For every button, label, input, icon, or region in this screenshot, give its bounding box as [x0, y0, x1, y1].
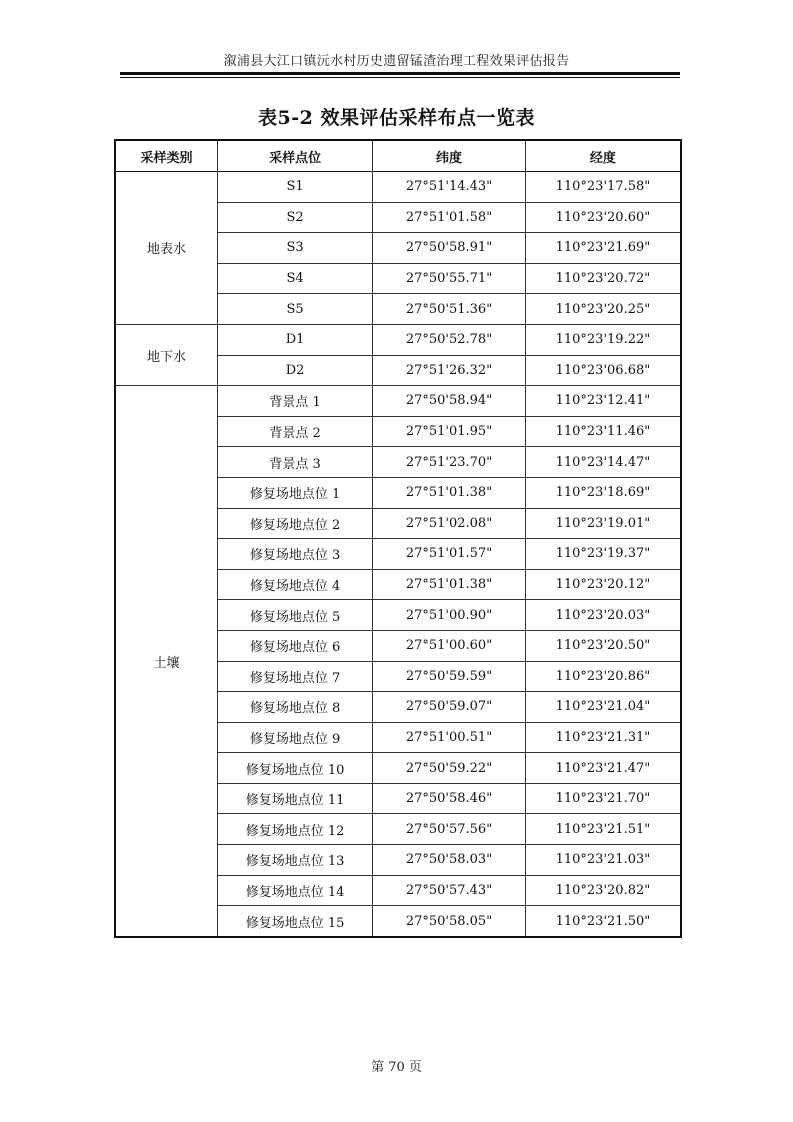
point-cell: 修复场地点位 15 — [217, 906, 372, 937]
point-cell: D1 — [217, 324, 372, 355]
longitude-cell: 110°23'21.31" — [525, 722, 681, 753]
point-cell: 背景点 2 — [217, 416, 372, 447]
longitude-cell: 110°23'19.22" — [525, 324, 681, 355]
point-cell: 修复场地点位 5 — [217, 600, 372, 631]
column-header-category: 采样类别 — [115, 140, 217, 172]
latitude-cell: 27°50'58.05" — [373, 906, 526, 937]
longitude-cell: 110°23'19.01" — [525, 508, 681, 539]
longitude-cell: 110°23'20.82" — [525, 875, 681, 906]
column-header-point: 采样点位 — [217, 140, 372, 172]
latitude-cell: 27°50'58.03" — [373, 845, 526, 876]
longitude-cell: 110°23'11.46" — [525, 416, 681, 447]
category-cell: 地下水 — [115, 324, 217, 385]
table-row — [115, 172, 681, 203]
latitude-cell: 27°50'57.43" — [373, 875, 526, 906]
latitude-cell: 27°51'23.70" — [373, 447, 526, 478]
longitude-cell: 110°23'19.37" — [525, 539, 681, 570]
longitude-cell: 110°23'18.69" — [525, 477, 681, 508]
point-cell: 修复场地点位 8 — [217, 692, 372, 723]
point-cell: 背景点 1 — [217, 386, 372, 417]
header-rule — [120, 72, 680, 75]
column-header-longitude: 经度 — [525, 140, 681, 172]
longitude-cell: 110°23'06.68" — [525, 355, 681, 386]
longitude-cell: 110°23'12.41" — [525, 386, 681, 417]
latitude-cell: 27°51'00.51" — [373, 722, 526, 753]
latitude-cell: 27°51'01.38" — [373, 569, 526, 600]
point-cell: 背景点 3 — [217, 447, 372, 478]
longitude-cell: 110°23'14.47" — [525, 447, 681, 478]
point-cell: 修复场地点位 3 — [217, 539, 372, 570]
point-cell: S3 — [217, 233, 372, 264]
latitude-cell: 27°51'01.38" — [373, 477, 526, 508]
longitude-cell: 110°23'20.50" — [525, 630, 681, 661]
latitude-cell: 27°50'58.46" — [373, 783, 526, 814]
category-cell: 土壤 — [115, 386, 217, 937]
latitude-cell: 27°50'59.07" — [373, 692, 526, 723]
point-cell: 修复场地点位 7 — [217, 661, 372, 692]
longitude-cell: 110°23'17.58" — [525, 172, 681, 203]
longitude-cell: 110°23'20.60" — [525, 202, 681, 233]
point-cell: S5 — [217, 294, 372, 325]
latitude-cell: 27°51'00.60" — [373, 630, 526, 661]
point-cell: S2 — [217, 202, 372, 233]
table-row — [115, 324, 681, 355]
column-header-latitude: 纬度 — [373, 140, 526, 172]
header-rule-thin — [120, 77, 680, 78]
latitude-cell: 27°50'58.91" — [373, 233, 526, 264]
point-cell: 修复场地点位 4 — [217, 569, 372, 600]
latitude-cell: 27°50'59.59" — [373, 661, 526, 692]
sampling-table — [114, 139, 682, 938]
running-header: 溆浦县大江口镇沅水村历史遗留锰渣治理工程效果评估报告 — [223, 54, 570, 69]
point-cell: 修复场地点位 12 — [217, 814, 372, 845]
point-cell: 修复场地点位 6 — [217, 630, 372, 661]
longitude-cell: 110°23'20.03" — [525, 600, 681, 631]
point-cell: S1 — [217, 172, 372, 203]
latitude-cell: 27°50'55.71" — [373, 263, 526, 294]
longitude-cell: 110°23'20.72" — [525, 263, 681, 294]
longitude-cell: 110°23'21.51" — [525, 814, 681, 845]
latitude-cell: 27°51'01.95" — [373, 416, 526, 447]
point-cell: 修复场地点位 14 — [217, 875, 372, 906]
latitude-cell: 27°50'51.36" — [373, 294, 526, 325]
point-cell: D2 — [217, 355, 372, 386]
latitude-cell: 27°50'58.94" — [373, 386, 526, 417]
point-cell: 修复场地点位 1 — [217, 477, 372, 508]
longitude-cell: 110°23'21.69" — [525, 233, 681, 264]
longitude-cell: 110°23'21.47" — [525, 753, 681, 784]
longitude-cell: 110°23'21.70" — [525, 783, 681, 814]
point-cell: 修复场地点位 2 — [217, 508, 372, 539]
longitude-cell: 110°23'21.03" — [525, 845, 681, 876]
point-cell: 修复场地点位 11 — [217, 783, 372, 814]
point-cell: 修复场地点位 13 — [217, 845, 372, 876]
latitude-cell: 27°51'01.58" — [373, 202, 526, 233]
table-title: 表5-2 效果评估采样布点一览表 — [258, 107, 535, 129]
point-cell: 修复场地点位 9 — [217, 722, 372, 753]
point-cell: S4 — [217, 263, 372, 294]
category-cell: 地表水 — [115, 172, 217, 325]
table-body — [115, 172, 681, 937]
page-number: 第 70 页 — [371, 1060, 422, 1075]
latitude-cell: 27°51'14.43" — [373, 172, 526, 203]
latitude-cell: 27°50'57.56" — [373, 814, 526, 845]
latitude-cell: 27°51'02.08" — [373, 508, 526, 539]
point-cell: 修复场地点位 10 — [217, 753, 372, 784]
longitude-cell: 110°23'21.50" — [525, 906, 681, 937]
latitude-cell: 27°50'52.78" — [373, 324, 526, 355]
latitude-cell: 27°50'59.22" — [373, 753, 526, 784]
longitude-cell: 110°23'20.12" — [525, 569, 681, 600]
latitude-cell: 27°51'26.32" — [373, 355, 526, 386]
longitude-cell: 110°23'21.04" — [525, 692, 681, 723]
latitude-cell: 27°51'00.90" — [373, 600, 526, 631]
longitude-cell: 110°23'20.86" — [525, 661, 681, 692]
table-row — [115, 386, 681, 417]
longitude-cell: 110°23'20.25" — [525, 294, 681, 325]
table-header-row — [115, 140, 681, 172]
latitude-cell: 27°51'01.57" — [373, 539, 526, 570]
